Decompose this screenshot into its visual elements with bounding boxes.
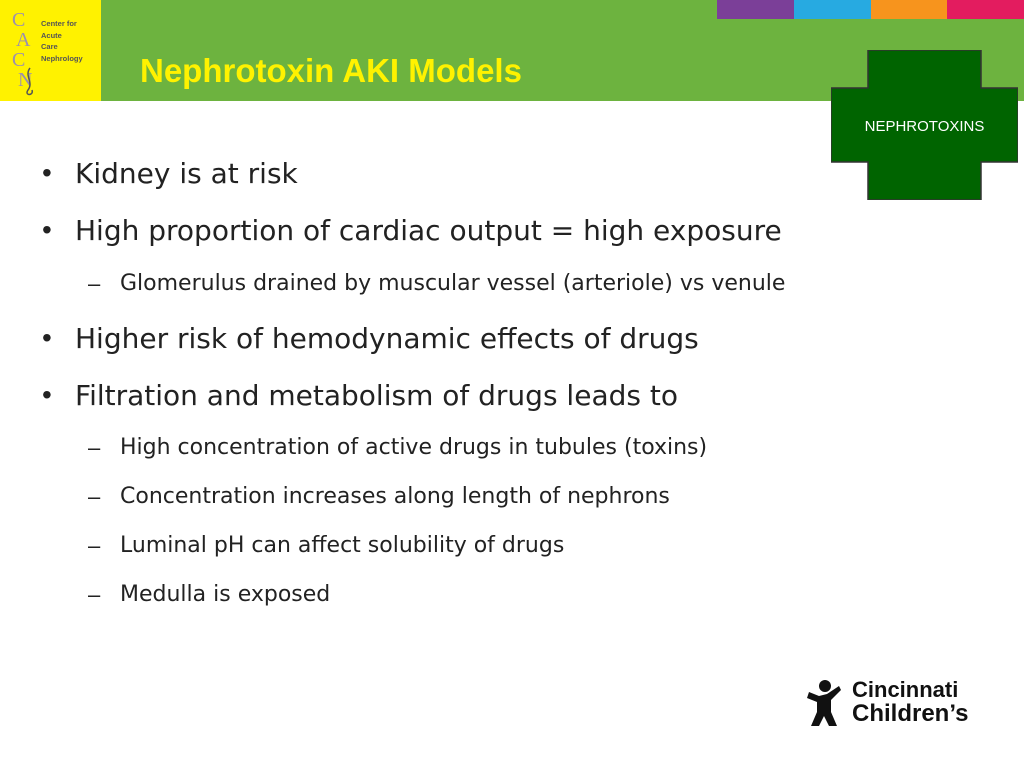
sub-bullet-item: – Concentration increases along length of nephrons	[120, 484, 670, 509]
sub-bullet-item: – High concentration of active drugs in tubules (toxins)	[120, 435, 707, 460]
bullet-item: • Filtration and metabolism of drugs leads to	[75, 379, 678, 412]
color-bar-pink	[947, 0, 1024, 19]
wordmark-line-2: Children’s	[852, 700, 969, 727]
bullet-item: • High proportion of cardiac output = high exposure	[75, 214, 782, 247]
color-bar-orange	[871, 0, 947, 19]
cacn-logo-text	[41, 18, 83, 64]
logo-line-3: Care	[41, 42, 58, 51]
wordmark-line-1: Cincinnati	[852, 677, 959, 702]
logo-letter-4: N	[18, 69, 33, 91]
sub-bullet-item: – Medulla is exposed	[120, 582, 330, 607]
color-bars	[717, 0, 1024, 19]
logo-line-1: Center for	[41, 19, 77, 28]
bullet-item: • Higher risk of hemodynamic effects of drugs	[75, 322, 699, 355]
logo-line-4: Nephrology	[41, 53, 83, 63]
child-figure-icon	[807, 680, 841, 726]
logo-letter-2: A	[16, 29, 31, 51]
nephrotoxins-label: NEPHROTOXINS	[864, 118, 985, 135]
logo-letter-3: C	[12, 49, 26, 71]
color-bar-blue	[794, 0, 871, 19]
bullet-item: • Kidney is at risk	[75, 157, 298, 190]
sub-bullet-item: – Luminal pH can affect solubility of drugs	[120, 533, 564, 558]
logo-line-2: Acute	[41, 30, 62, 40]
logo-letter-1: C	[12, 9, 26, 31]
color-bar-purple	[717, 0, 794, 19]
sub-bullet-item: – Glomerulus drained by muscular vessel (arteriole) vs venule	[120, 271, 785, 296]
cincinnati-childrens-wordmark	[852, 678, 968, 726]
cacn-logo	[0, 0, 101, 101]
slide-title: Nephrotoxin AKI Models	[140, 52, 522, 89]
